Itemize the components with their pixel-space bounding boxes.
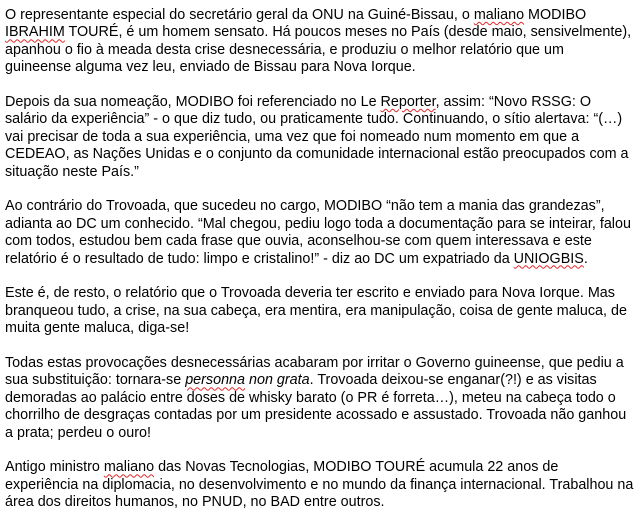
text-line bbox=[5, 59, 635, 76]
text-line bbox=[5, 94, 635, 111]
text-line bbox=[5, 129, 635, 146]
text-line bbox=[5, 390, 635, 407]
misspelled-word: personna bbox=[185, 372, 245, 389]
text-run: experiência na diplomacia, no desenvolvimento e no mundo da finança internacional. Trabalhou na bbox=[5, 476, 634, 493]
text-line bbox=[5, 477, 635, 494]
text-run: O representante especial do secretário geral da ONU na Guiné-Bissau, o bbox=[5, 7, 474, 23]
document-body bbox=[5, 7, 635, 529]
text-run: demoradas ao palácio entre doses de whisky barato (o PR é forreta…), meteu na cabeça todo o bbox=[5, 389, 616, 406]
text-line bbox=[5, 425, 635, 442]
text-run: área dos direitos humanos, no PNUD, no BAD entre outros. bbox=[5, 494, 385, 511]
misspelled-word: maliano bbox=[473, 7, 525, 23]
text-run: a prata; perdeu o ouro! bbox=[5, 424, 151, 441]
text-line bbox=[5, 7, 635, 24]
text-run: adianta ao DC um conhecido. “Mal chegou, pediu logo toda a documentação para se inteirar, falou bbox=[5, 215, 631, 232]
text-run: relatório é o resultado de tudo: limpo e cristalino!” - diz ao DC um expatriado da bbox=[5, 250, 514, 267]
text-line bbox=[5, 285, 635, 302]
text-line bbox=[5, 198, 635, 215]
text-line bbox=[5, 111, 635, 128]
text-run: . Trovoada deixou-se enganar(?!) e as visitas bbox=[309, 372, 597, 389]
text-run: non grata bbox=[245, 372, 310, 389]
text-run: Todas estas provocações desnecessárias acabaram por irritar o Governo guineense, que pediu a bbox=[5, 355, 624, 372]
text-run: Antigo ministro bbox=[5, 459, 104, 476]
misspelled-word: IBRAHIM bbox=[5, 24, 65, 41]
text-run: MODIBO bbox=[524, 7, 587, 23]
text-line bbox=[5, 42, 635, 59]
text-run: com todos, estudou bem cada frase que ouvia, aconselhou-se com quem interessava e este bbox=[5, 233, 592, 250]
misspelled-word: Reporter bbox=[380, 94, 436, 111]
text-line bbox=[5, 407, 635, 424]
text-run: . bbox=[583, 250, 588, 267]
text-run: , assim: “Novo RSSG: O bbox=[435, 94, 591, 111]
text-run: TOURÉ, é um homem sensato. Há poucos meses no País (desde maio, sensivelmente), bbox=[64, 24, 632, 41]
text-run: apanhou o fio à meada desta crise desnecessária, e produziu o melhor relatório que um bbox=[5, 41, 564, 58]
text-run: muita gente maluca, diga-se! bbox=[5, 320, 190, 337]
text-line bbox=[5, 24, 635, 41]
text-run: das Novas Tecnologias, MODIBO TOURÉ acumula 22 anos de bbox=[154, 459, 559, 476]
text-run: situação neste País.” bbox=[5, 163, 139, 180]
text-run: Este é, de resto, o relatório que o Trovoada deveria ter escrito e enviado para Nova Iorque. Mas bbox=[5, 285, 615, 302]
misspelled-word: UNIOGBIS bbox=[513, 250, 584, 267]
text-run: CEDEAO, as Nações Unidas e o conjunto da comunidade internacional estão preocupados com a bbox=[5, 146, 629, 163]
text-line bbox=[5, 164, 635, 181]
text-line bbox=[5, 459, 635, 476]
paragraph-6 bbox=[5, 459, 635, 511]
paragraph-4 bbox=[5, 285, 635, 337]
text-run: guineense alguma vez leu, enviado de Bissau para Nova Iorque. bbox=[5, 59, 416, 76]
paragraph-3 bbox=[5, 198, 635, 268]
text-line bbox=[5, 494, 635, 511]
text-line bbox=[5, 320, 635, 337]
text-run: branqueou tudo, a crise, na sua cabeça, era mentira, era manipulação, coisa de gente maluca, de bbox=[5, 302, 627, 319]
text-run: salário da experiência” - o que diz tudo, ou praticamente tudo. Continuando, o sítio alertava: “(…) bbox=[5, 111, 623, 128]
text-run: vai precisar de toda a sua experiência, uma vez que foi nomeado num momento em que a bbox=[5, 128, 580, 145]
paragraph-5 bbox=[5, 355, 635, 442]
text-run: Ao contrário do Trovoada, que sucedeu no cargo, MODIBO “não tem a mania das grandezas”, bbox=[5, 198, 605, 215]
text-line bbox=[5, 372, 635, 389]
paragraph-1 bbox=[5, 7, 635, 77]
text-line bbox=[5, 146, 635, 163]
text-line bbox=[5, 233, 635, 250]
text-line bbox=[5, 303, 635, 320]
text-line bbox=[5, 355, 635, 372]
text-run: sua substituição: tornara-se bbox=[5, 372, 186, 389]
misspelled-word: maliano bbox=[103, 459, 155, 476]
text-line bbox=[5, 216, 635, 233]
paragraph-2 bbox=[5, 94, 635, 181]
text-run: chorrilho de desgraças contadas por um presidente acossado e assustado. Trovoada não ganhou bbox=[5, 407, 627, 424]
text-line bbox=[5, 251, 635, 268]
text-run: Depois da sua nomeação, MODIBO foi referenciado no Le bbox=[5, 94, 381, 111]
